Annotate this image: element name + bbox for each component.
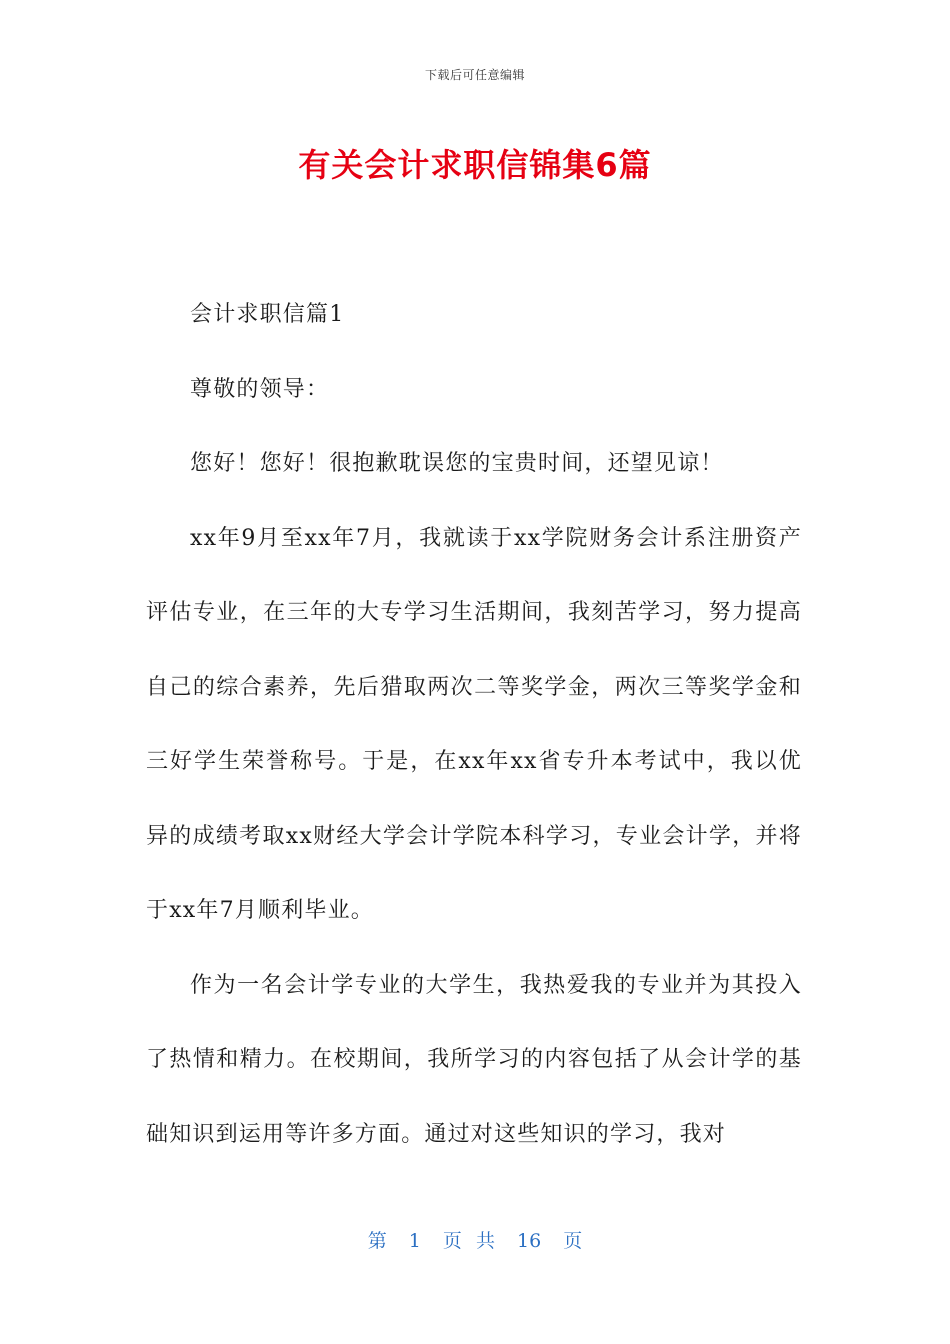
current-page-number: 1 [408, 1230, 421, 1252]
total-pages-number: 16 [517, 1230, 542, 1252]
salutation: 尊敬的领导： [190, 376, 330, 402]
page-footer [0, 1226, 950, 1253]
section-heading: 会计求职信篇1 [190, 302, 345, 327]
greeting-paragraph: 您好！您好！很抱歉耽误您的宝贵时间，还望见谅！ [190, 451, 724, 476]
footer-prefix: 第 [367, 1230, 387, 1252]
footer-suffix: 页 [563, 1230, 583, 1252]
header-note: 下载后可任意编辑 [424, 68, 525, 82]
footer-middle: 页 共 [442, 1230, 495, 1252]
document-title: 有关会计求职信锦集6篇 [298, 146, 652, 184]
major-paragraph: 作为一名会计学专业的大学生，我热爱我的专业并为其投入了热情和精力。在校期间，我所学习的内容包括了从会计学的基础知识到运用等许多方面。通过对这些知识的学习，我对 [146, 972, 802, 1147]
document-body [146, 278, 802, 1172]
education-paragraph: xx年9月至xx年7月，我就读于xx学院财务会计系注册资产评估专业，在三年的大专学习生活期间，我刻苦学习，努力提高自己的综合素养，先后猎取两次二等奖学金，两次三等奖学金和三好学生荣誉称号。于是，在xx年xx省专升本考试中，我以优异的成绩考取xx财经大学会计学院本科学习，专业会计学，并将于xx年7月顺利毕业。 [146, 525, 802, 923]
